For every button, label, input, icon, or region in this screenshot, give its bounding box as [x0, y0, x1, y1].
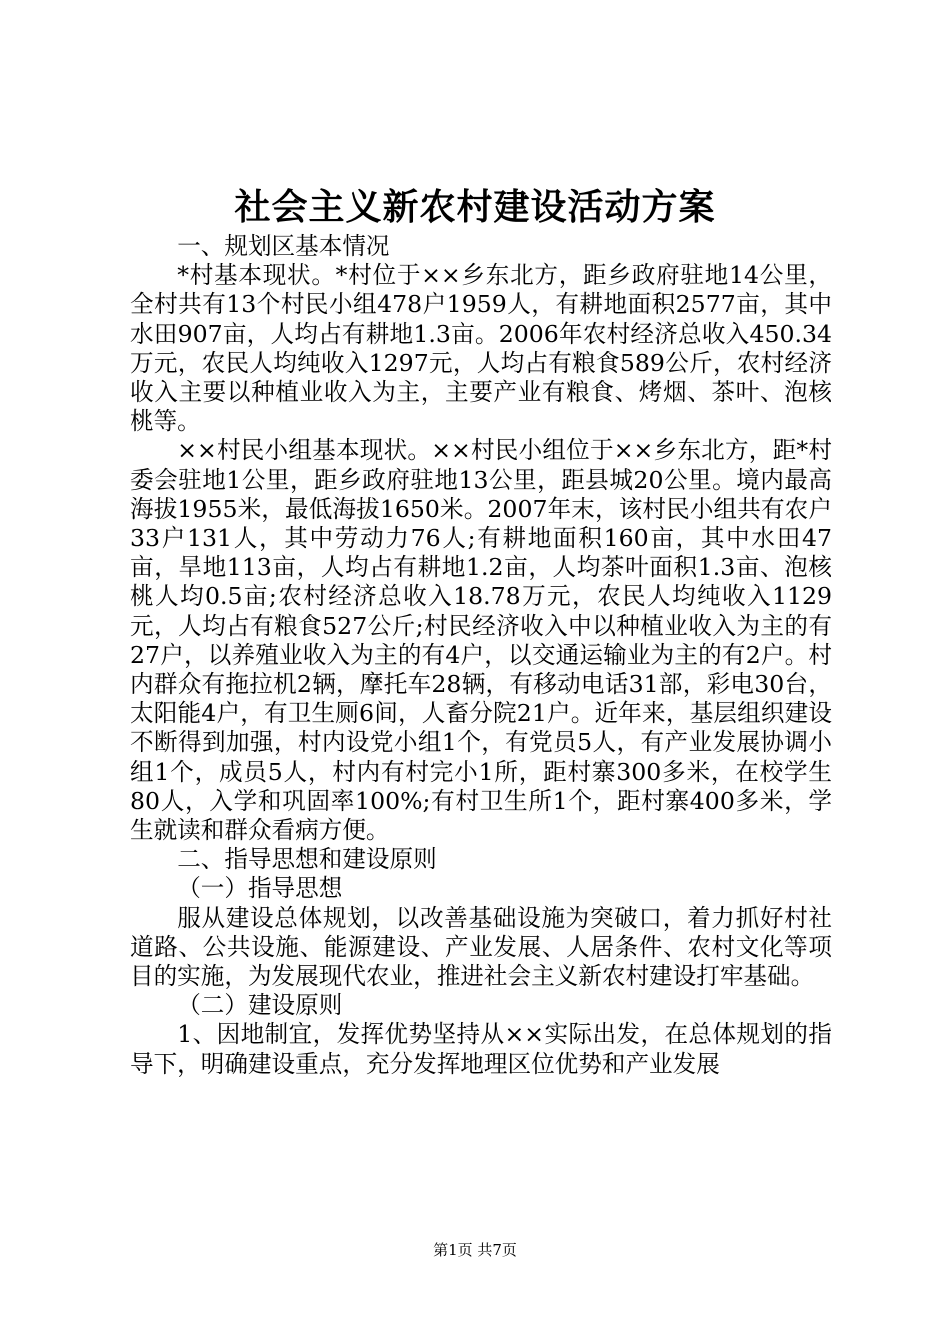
paragraph: ××村民小组基本现状。××村民小组位于××乡东北方，距*村委会驻地1公里，距乡政府驻地13公里，距县城20公里。境内最高海拔1955米，最低海拔1650米。2007年末，该村民小组共有农户33户131人，其中劳动力76人;有耕地面积160亩，其中水田47亩，旱地113亩，人均占有耕地1.2亩，人均茶叶面积1.3亩、泡核桃人均0.5亩;农村经济总收入18.78万元，农民人均纯收入1129元，人均占有粮食527公斤;村民经济收入中以种植业收入为主的有27户，以养殖业收入为主的有4户，以交通运输业为主的有2户。村内群众有拖拉机2辆，摩托车28辆，有移动电话31部，彩电30台，太阳能4户，有卫生厕6间，人畜分院21户。近年来，基层组织建设不断得到加强，村内设党小组1个，有党员5人，有产业发展协调小组1个，成员5人，村内有村完小1所，距村寨300多米，在校学生80人，入学和巩固率100%;有村卫生所1个，距村寨400多米，学生就读和群众看病方便。	[130, 436, 832, 845]
section-heading: 二、指导思想和建设原则	[177, 845, 437, 874]
document-body	[130, 232, 832, 1079]
paragraph: 1、因地制宜，发挥优势坚持从××实际出发，在总体规划的指导下，明确建设重点，充分发挥地理区位优势和产业发展	[130, 1020, 832, 1078]
subsection-heading: （一）指导思想	[177, 874, 343, 903]
document-title: 社会主义新农村建设活动方案	[234, 187, 716, 228]
paragraph: 服从建设总体规划，以改善基础设施为突破口，着力抓好村社道路、公共设施、能源建设、产业发展、人居条件、农村文化等项目的实施，为发展现代农业，推进社会主义新农村建设打牢基础。	[130, 903, 832, 991]
paragraph: *村基本现状。*村位于××乡东北方，距乡政府驻地14公里，全村共有13个村民小组478户1959人，有耕地面积2577亩，其中水田907亩，人均占有耕地1.3亩。2006年农村经济总收入450.34万元，农民人均纯收入1297元，人均占有粮食589公斤，农村经济收入主要以种植业收入为主，主要产业有粮食、烤烟、茶叶、泡核桃等。	[130, 261, 832, 436]
page-footer: 第1页 共7页	[433, 1241, 517, 1259]
section-heading: 一、规划区基本情况	[177, 232, 390, 260]
subsection-heading: （二）建设原则	[177, 991, 343, 1020]
